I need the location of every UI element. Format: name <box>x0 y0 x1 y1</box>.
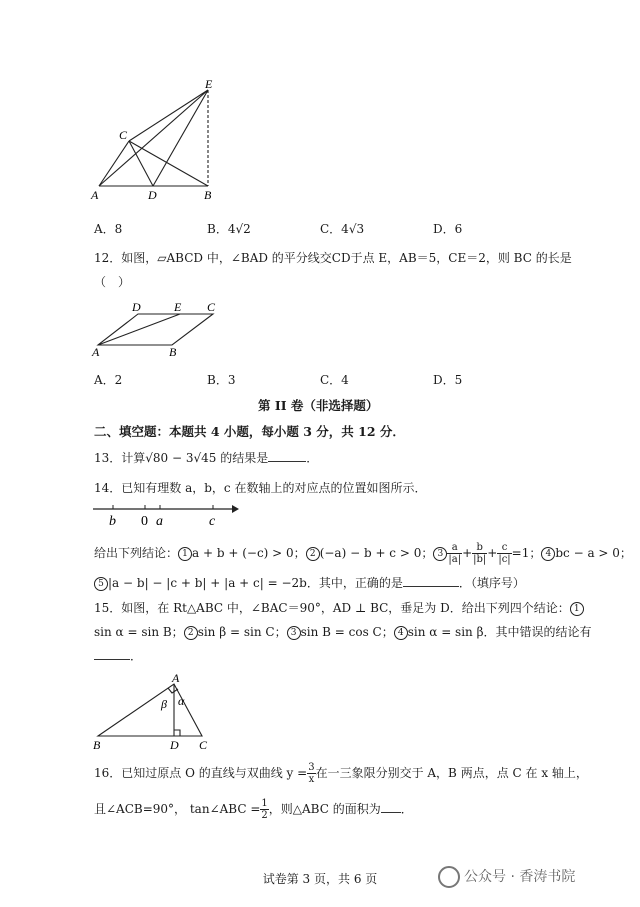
q12-label-e: E <box>174 300 182 314</box>
q15-label-d: D <box>170 738 179 752</box>
q14-axis-arrow <box>232 505 239 513</box>
q13-end: ． <box>306 451 319 465</box>
section-title: 第 II 卷（非选择题） <box>258 398 379 413</box>
q14-text: 14．已知有理数 a，b，c 在数轴上的对应点的位置如图所示． <box>94 481 427 495</box>
q16-tan-frac <box>260 798 268 821</box>
q16-line1 <box>94 760 588 786</box>
q14-number-line <box>90 500 240 530</box>
q14-conclusions-line2 <box>94 573 525 593</box>
q11-seg-AE <box>99 90 208 186</box>
q15-label-b: B <box>93 738 101 752</box>
q15-circ-4: 4 <box>394 626 408 640</box>
q14-circ-5: 5 <box>94 577 108 591</box>
section-heading: 二、填空题：本题共 4 小题，每小题 3 分，共 12 分． <box>94 424 405 439</box>
q15-figure <box>88 672 218 752</box>
q13-line <box>94 448 318 468</box>
q15-circ-3: 3 <box>287 626 301 640</box>
q15-label-beta: β <box>161 697 167 711</box>
q11-figure <box>85 78 225 203</box>
q14-conclusions-line1: 给出下列结论： 1 a + b + (−c) > 0； 2 (−a) − b + c > 0； 3 $\frac{a}{|a|}$ + $\frac{b}{|b|}$ + $\frac{c}{|c|}$ =1； 4 bc − a > 0； <box>94 542 632 565</box>
q14-label-b: b <box>109 514 116 529</box>
q12-parallelogram <box>98 314 213 345</box>
q12-option-b: B．3 <box>207 373 236 387</box>
q15-c2: sin β = sin C； <box>197 625 287 639</box>
q15-right-angle-D <box>174 730 180 736</box>
q16-text-a: 16．已知过原点 O 的直线与双曲线 y = <box>94 766 308 780</box>
q12-label-c: C <box>207 300 216 314</box>
q11-label-c: C <box>119 128 128 142</box>
q12-label-b: B <box>169 345 177 359</box>
q16-frac-n: 3 <box>308 762 315 773</box>
q16-f2-n: 1 <box>261 798 268 809</box>
q15-text <box>94 598 584 618</box>
q15-circ-1: 1 <box>570 602 584 616</box>
q16-frac-d: x <box>308 774 315 785</box>
q11-seg-CE <box>129 90 208 141</box>
q11-option-d: D．6 <box>433 222 463 236</box>
q14-blank[interactable] <box>403 574 459 587</box>
q12-seg-AE <box>98 314 180 345</box>
q12-paren: （ ） <box>94 275 131 289</box>
q14-tail: ．（填序号） <box>458 576 525 590</box>
q15-text-main: 15．如图，在 Rt△ABC 中，∠BAC＝90°，AD ⊥ BC，垂足为 D．给出下列四个结论： <box>94 601 570 615</box>
q14-given: 给出下列结论： <box>94 546 179 560</box>
q14-c2: (−a) − b + c > 0； <box>319 546 434 560</box>
wechat-logo-icon <box>438 866 460 888</box>
q15-c4: sin α = sin β．其中错误的结论有 <box>407 625 592 639</box>
q11-label-a: A <box>91 188 99 202</box>
q11-option-b: B．4√2 <box>207 222 251 236</box>
q13-text: 13．计算√80 − 3√45 的结果是 <box>94 451 269 465</box>
q14-circ-3: 3 <box>433 547 447 561</box>
q15-end: ． <box>130 649 143 663</box>
q15-conclusions <box>94 622 592 642</box>
q13-blank[interactable] <box>268 449 306 462</box>
q15-c3: sin B = cos C； <box>300 625 394 639</box>
watermark-text: 公众号 · 香涛书院 <box>464 869 576 885</box>
q14-c5: |a − b| − |c + b| + |a + c| = −2b．其中，正确的是 <box>108 576 403 590</box>
q16-blank[interactable] <box>381 800 401 813</box>
q14-circ-4: 4 <box>541 547 555 561</box>
q12-text: 12．如图，▱ABCD 中，∠BAD 的平分线交CD于点 E，AB＝5，CE＝2，则 BC 的长是 <box>94 251 572 265</box>
q16-text-b: 在一三象限分别交于 A，B 两点，点 C 在 x 轴上， <box>315 766 588 780</box>
q14-c4: bc − a > 0； <box>555 546 632 560</box>
q16-line2 <box>94 796 413 822</box>
q16-line2-a: 且∠ACB=90°， tan∠ABC = <box>94 802 261 816</box>
q12-option-d: D．5 <box>433 373 463 387</box>
q15-label-alpha: α <box>178 694 185 708</box>
q11-option-a: A．8 <box>94 222 123 236</box>
q14-label-0: 0 <box>141 514 148 529</box>
q12-label-d: D <box>132 300 141 314</box>
q15-label-a: A <box>172 672 180 685</box>
q12-label-a: A <box>92 345 100 359</box>
q11-label-b: B <box>204 188 212 202</box>
q11-label-e: E <box>205 78 213 91</box>
q14-label-a: a <box>156 514 163 529</box>
page-footer: 试卷第 3 页，共 6 页 <box>262 872 378 886</box>
q14-circ-1: 1 <box>178 547 192 561</box>
q16-hyperbola-frac <box>307 762 315 785</box>
q16-end: ． <box>400 802 413 816</box>
q14-c3-frac-b: $\frac{b}{|b|}$ <box>473 542 487 565</box>
q14-circ-2: 2 <box>306 547 320 561</box>
q11-label-d: D <box>148 188 157 202</box>
q15-label-c: C <box>199 738 208 752</box>
watermark <box>438 866 575 888</box>
q12-option-c: C．4 <box>320 373 349 387</box>
q16-f2-d: 2 <box>261 810 268 821</box>
q11-seg-DE <box>153 90 208 186</box>
q14-label-c: c <box>209 514 216 529</box>
q12-figure <box>88 298 228 360</box>
q15-answer-line <box>94 646 142 666</box>
q14-c3-frac-a: $\frac{a}{|a|}$ <box>448 542 462 565</box>
q15-circ-2: 2 <box>184 626 198 640</box>
q14-c1: a + b + (−c) > 0； <box>192 546 306 560</box>
q11-option-c: C．4√3 <box>320 222 365 236</box>
q14-c3-frac-c: $\frac{c}{|c|}$ <box>498 542 511 565</box>
q16-line2-b: ，则△ABC 的面积为 <box>268 802 381 816</box>
q15-triangle <box>98 684 202 736</box>
q12-option-a: A．2 <box>94 373 123 387</box>
q15-blank[interactable] <box>94 647 130 660</box>
q15-c1: sin α = sin B； <box>94 625 184 639</box>
